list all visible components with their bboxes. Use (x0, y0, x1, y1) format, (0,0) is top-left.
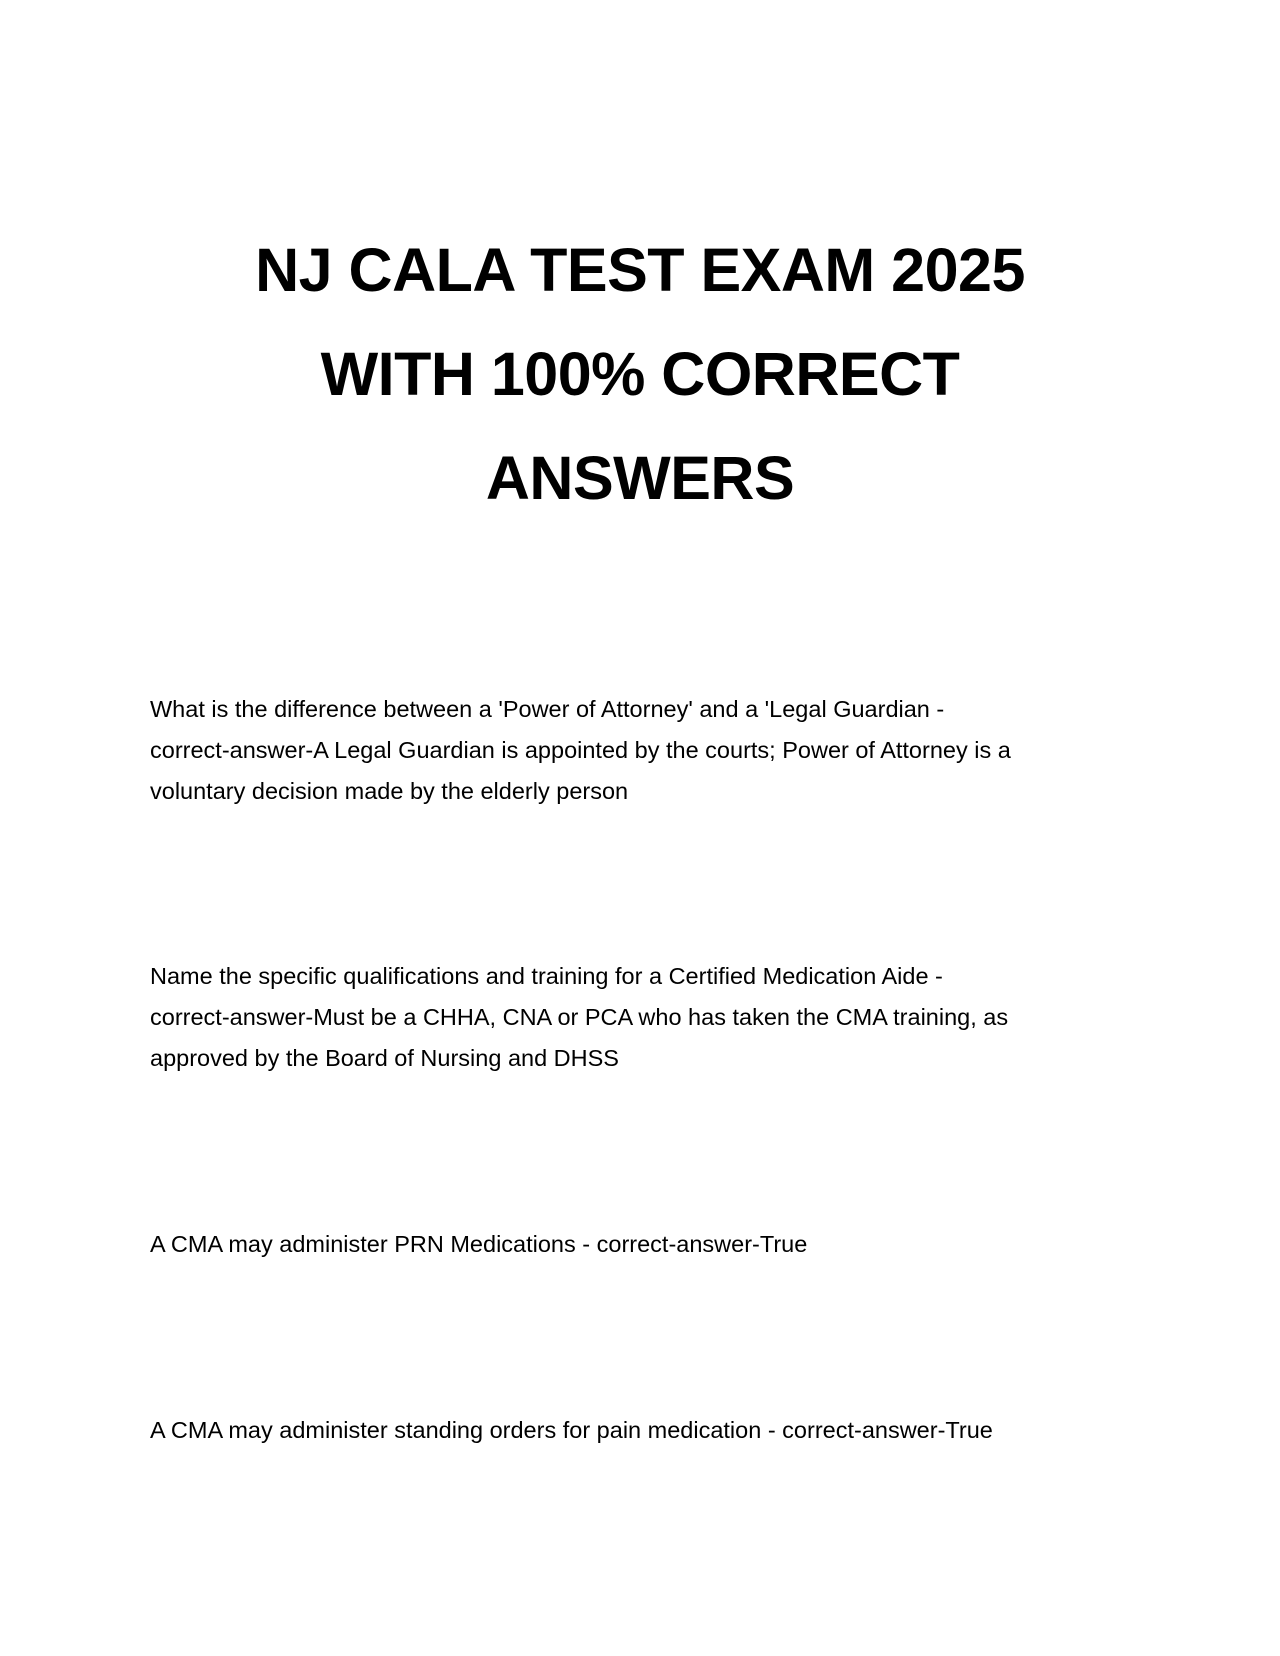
qa-line: correct-answer-A Legal Guardian is appointed by the courts; Power of Attorney is a (150, 737, 1011, 763)
qa-line: What is the difference between a 'Power of Attorney' and a 'Legal Guardian - (150, 696, 945, 722)
document-title (140, 218, 1140, 530)
qa-line: A CMA may administer PRN Medications - correct-answer-True (150, 1231, 808, 1257)
qa-line: voluntary decision made by the elderly person (150, 778, 629, 804)
qa-entry-standing-orders (150, 1410, 1150, 1451)
qa-line: approved by the Board of Nursing and DHSS (150, 1045, 619, 1071)
title-line-3: ANSWERS (485, 444, 795, 512)
qa-entry-cma-qualifications (150, 956, 1150, 1079)
title-line-2: WITH 100% CORRECT (320, 340, 960, 408)
qa-entry-power-of-attorney (150, 689, 1150, 812)
qa-line: A CMA may administer standing orders for pain medication - correct-answer-True (150, 1417, 993, 1443)
title-line-1: NJ CALA TEST EXAM 2025 (255, 236, 1025, 304)
qa-entry-prn-medications (150, 1224, 1150, 1265)
qa-line: correct-answer-Must be a CHHA, CNA or PCA who has taken the CMA training, as (150, 1004, 1009, 1030)
qa-line: Name the specific qualifications and training for a Certified Medication Aide - (150, 963, 943, 989)
